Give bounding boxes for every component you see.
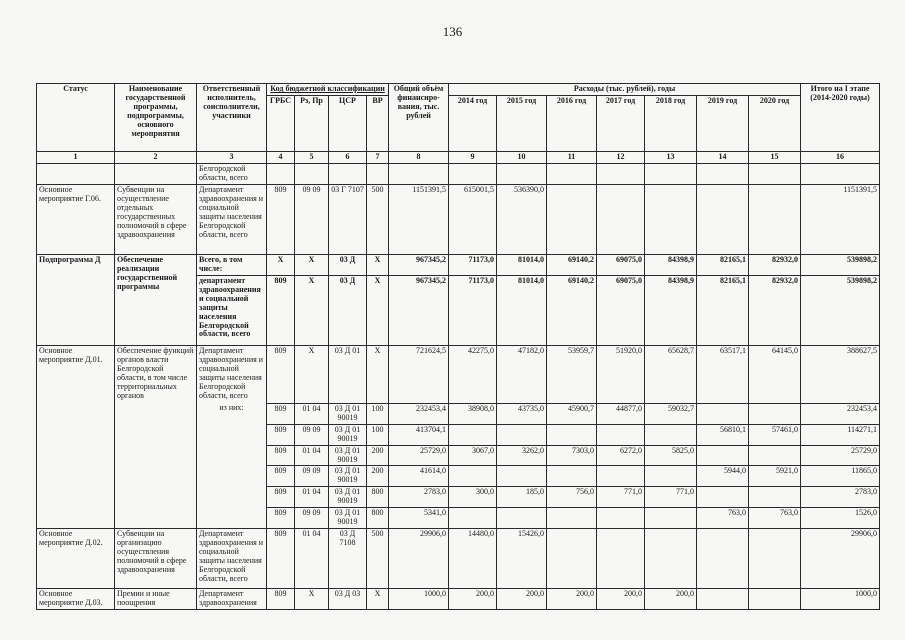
y2019-cell: 63517,1 — [697, 345, 749, 403]
table-row-sub-d-total — [37, 254, 880, 275]
total-cell: 5341,0 — [389, 508, 449, 529]
y2016-cell: 45900,7 — [547, 403, 597, 424]
vr-cell: Х — [367, 254, 389, 275]
name-cell: Субвенции на организацию осуществления полномочий в сфере здравоохранения — [115, 529, 197, 589]
csr-cell: 03 Г 7107 — [329, 184, 367, 254]
vr-cell: Х — [367, 589, 389, 610]
rz-cell: 09 09 — [295, 508, 329, 529]
y2015-cell: 185,0 — [497, 487, 547, 508]
grbs-cell: 809 — [267, 345, 295, 403]
grbs-cell: 809 — [267, 529, 295, 589]
grbs-cell: 809 — [267, 445, 295, 466]
y2018-cell: 84398,9 — [645, 275, 697, 345]
grbs-cell: 809 — [267, 403, 295, 424]
budget-table — [36, 83, 880, 610]
column-index-row — [37, 151, 880, 163]
y2018-cell — [645, 466, 697, 487]
total-cell: 29906,0 — [389, 529, 449, 589]
y2016-cell — [547, 466, 597, 487]
y2020-cell: 82932,0 — [749, 254, 801, 275]
header-2019: 2019 год — [697, 95, 749, 151]
responsible-cell: департамент здравоохранения и социальной защиты населения Белгородской области, всего — [197, 275, 267, 345]
col-index: 9 — [449, 151, 497, 163]
y2019-cell — [697, 529, 749, 589]
y2016-cell: 7303,0 — [547, 445, 597, 466]
y2016-cell — [547, 424, 597, 445]
rz-cell: 09 09 — [295, 184, 329, 254]
y2014-cell — [449, 424, 497, 445]
stage-cell: 25729,0 — [801, 445, 880, 466]
grbs-cell: 809 — [267, 487, 295, 508]
col-index: 3 — [197, 151, 267, 163]
stage-cell: 11865,0 — [801, 466, 880, 487]
header-2015: 2015 год — [497, 95, 547, 151]
y2014-cell: 42275,0 — [449, 345, 497, 403]
csr-cell: 03 Д 01 — [329, 345, 367, 403]
responsible-cell: из них: — [197, 403, 267, 528]
y2017-cell: 69075,0 — [597, 275, 645, 345]
col-index: 10 — [497, 151, 547, 163]
table-row-d03 — [37, 589, 880, 610]
responsible-cell: Белгородской области, всего — [197, 163, 267, 184]
csr-cell: 03 Д 01 90019 — [329, 445, 367, 466]
vr-cell: 200 — [367, 466, 389, 487]
col-index: 7 — [367, 151, 389, 163]
vr-cell: Х — [367, 345, 389, 403]
y2017-cell — [597, 184, 645, 254]
header-responsible: Ответственный исполнитель, соисполнители, участники — [197, 84, 267, 152]
total-cell: 413704,1 — [389, 424, 449, 445]
col-index: 14 — [697, 151, 749, 163]
y2016-cell: 200,0 — [547, 589, 597, 610]
y2018-cell — [645, 184, 697, 254]
csr-cell: 03 Д 01 90019 — [329, 403, 367, 424]
y2014-cell: 300,0 — [449, 487, 497, 508]
table-row-d02 — [37, 529, 880, 589]
y2016-cell: 69140,2 — [547, 254, 597, 275]
y2017-cell: 200,0 — [597, 589, 645, 610]
y2020-cell — [749, 589, 801, 610]
header-2018: 2018 год — [645, 95, 697, 151]
total-cell: 967345,2 — [389, 275, 449, 345]
header-row-1 — [37, 84, 880, 96]
stage-cell: 1526,0 — [801, 508, 880, 529]
y2015-cell: 81014,0 — [497, 254, 547, 275]
y2019-cell — [697, 403, 749, 424]
stage-cell: 114271,1 — [801, 424, 880, 445]
y2015-cell: 3262,0 — [497, 445, 547, 466]
rz-cell: 01 04 — [295, 529, 329, 589]
y2015-cell: 536390,0 — [497, 184, 547, 254]
vr-cell: 800 — [367, 487, 389, 508]
header-name: Наименование государственной программы, подпрограммы, основного мероприятия — [115, 84, 197, 152]
y2020-cell: 57461,0 — [749, 424, 801, 445]
y2017-cell: 69075,0 — [597, 254, 645, 275]
stage-cell: 232453,4 — [801, 403, 880, 424]
table-row-d01-main — [37, 345, 880, 403]
total-cell: 721624,5 — [389, 345, 449, 403]
y2020-cell — [749, 184, 801, 254]
total-cell: 1000,0 — [389, 589, 449, 610]
y2018-cell: 5825,0 — [645, 445, 697, 466]
y2015-cell: 47182,0 — [497, 345, 547, 403]
y2018-cell — [645, 529, 697, 589]
header-stage-total: Итого на I этапе (2014-2020 годы) — [801, 84, 880, 152]
y2015-cell: 15426,0 — [497, 529, 547, 589]
responsible-cell: Департамент здравоохранения — [197, 589, 267, 610]
vr-cell: 100 — [367, 424, 389, 445]
y2016-cell — [547, 508, 597, 529]
header-csr: ЦСР — [329, 95, 367, 151]
col-index: 4 — [267, 151, 295, 163]
grbs-cell: 809 — [267, 275, 295, 345]
col-index: 8 — [389, 151, 449, 163]
status-cell: Основное мероприятие Д.01. — [37, 345, 115, 528]
grbs-cell: 809 — [267, 508, 295, 529]
y2015-cell: 200,0 — [497, 589, 547, 610]
col-index: 12 — [597, 151, 645, 163]
y2014-cell: 71173,0 — [449, 275, 497, 345]
vr-cell: 500 — [367, 184, 389, 254]
y2020-cell: 82932,0 — [749, 275, 801, 345]
total-cell: 1151391,5 — [389, 184, 449, 254]
y2020-cell — [749, 403, 801, 424]
y2018-cell: 65628,7 — [645, 345, 697, 403]
csr-cell: 03 Д — [329, 275, 367, 345]
csr-cell: 03 Д — [329, 254, 367, 275]
y2019-cell — [697, 487, 749, 508]
header-2017: 2017 год — [597, 95, 645, 151]
name-cell: Обеспечение реализации государственной программы — [115, 254, 197, 345]
name-cell: Субвенции на осуществление отдельных государственных полномочий в сфере здравоохранения — [115, 184, 197, 254]
vr-cell: 800 — [367, 508, 389, 529]
rz-cell: 01 04 — [295, 487, 329, 508]
y2019-cell: 763,0 — [697, 508, 749, 529]
y2020-cell: 64145,0 — [749, 345, 801, 403]
status-cell: Основное мероприятие Г.06. — [37, 184, 115, 254]
y2016-cell — [547, 184, 597, 254]
status-cell: Подпрограмма Д — [37, 254, 115, 345]
y2015-cell — [497, 424, 547, 445]
csr-cell: 03 Д 01 90019 — [329, 487, 367, 508]
responsible-cell: Департамент здравоохранения и социальной защиты населения Белгородской области, всего — [197, 529, 267, 589]
y2014-cell: 200,0 — [449, 589, 497, 610]
stage-cell: 539898,2 — [801, 254, 880, 275]
y2017-cell — [597, 466, 645, 487]
col-index: 2 — [115, 151, 197, 163]
header-vr: ВР — [367, 95, 389, 151]
y2017-cell — [597, 529, 645, 589]
y2017-cell: 51920,0 — [597, 345, 645, 403]
total-cell: 967345,2 — [389, 254, 449, 275]
y2020-cell — [749, 487, 801, 508]
y2018-cell: 59032,7 — [645, 403, 697, 424]
y2018-cell: 84398,9 — [645, 254, 697, 275]
y2019-cell: 82165,1 — [697, 275, 749, 345]
col-index: 11 — [547, 151, 597, 163]
y2016-cell: 53959,7 — [547, 345, 597, 403]
y2016-cell: 756,0 — [547, 487, 597, 508]
name-cell: Обеспечение функций органов власти Белгородской области, в том числе территориальных органов — [115, 345, 197, 528]
header-2020: 2020 год — [749, 95, 801, 151]
header-2014: 2014 год — [449, 95, 497, 151]
y2018-cell — [645, 424, 697, 445]
csr-cell: 03 Д 01 90019 — [329, 508, 367, 529]
grbs-cell: 809 — [267, 424, 295, 445]
header-rz-pr: Рз, Пр — [295, 95, 329, 151]
header-total-volume: Общий объём финансиро-вания, тыс. рублей — [389, 84, 449, 152]
csr-cell: 03 Д 01 90019 — [329, 466, 367, 487]
y2019-cell: 82165,1 — [697, 254, 749, 275]
col-index: 6 — [329, 151, 367, 163]
y2017-cell — [597, 424, 645, 445]
rz-cell: 09 09 — [295, 424, 329, 445]
y2014-cell: 3067,0 — [449, 445, 497, 466]
grbs-cell: 809 — [267, 466, 295, 487]
total-cell: 232453,4 — [389, 403, 449, 424]
header-expenses: Расходы (тыс. рублей), годы — [449, 84, 801, 96]
y2020-cell: 5921,0 — [749, 466, 801, 487]
y2014-cell — [449, 466, 497, 487]
y2014-cell — [449, 508, 497, 529]
rz-cell: Х — [295, 254, 329, 275]
total-cell: 25729,0 — [389, 445, 449, 466]
y2015-cell — [497, 466, 547, 487]
stage-cell: 1151391,5 — [801, 184, 880, 254]
stage-cell: 539898,2 — [801, 275, 880, 345]
y2019-cell — [697, 589, 749, 610]
csr-cell: 03 Д 03 — [329, 589, 367, 610]
responsible-cell: Всего, в том числе: — [197, 254, 267, 275]
col-index: 5 — [295, 151, 329, 163]
y2018-cell: 200,0 — [645, 589, 697, 610]
y2015-cell: 81014,0 — [497, 275, 547, 345]
stage-cell: 29906,0 — [801, 529, 880, 589]
rz-cell: Х — [295, 275, 329, 345]
rz-cell: 01 04 — [295, 445, 329, 466]
y2014-cell: 615001,5 — [449, 184, 497, 254]
y2020-cell — [749, 529, 801, 589]
table-row-g06 — [37, 184, 880, 254]
vr-cell: 200 — [367, 445, 389, 466]
y2015-cell: 43735,0 — [497, 403, 547, 424]
header-status: Статус — [37, 84, 115, 152]
responsible-cell: Департамент здравоохранения и социальной защиты населения Белгородской области, всего — [197, 345, 267, 403]
y2016-cell: 69140,2 — [547, 275, 597, 345]
stage-cell: 2783,0 — [801, 487, 880, 508]
status-cell: Основное мероприятие Д.03. — [37, 589, 115, 610]
csr-cell: 03 Д 7108 — [329, 529, 367, 589]
header-2016: 2016 год — [547, 95, 597, 151]
y2014-cell: 38908,0 — [449, 403, 497, 424]
vr-cell: 100 — [367, 403, 389, 424]
y2019-cell: 5944,0 — [697, 466, 749, 487]
rz-cell: 09 09 — [295, 466, 329, 487]
y2016-cell — [547, 529, 597, 589]
rz-cell: Х — [295, 345, 329, 403]
stage-cell: 1000,0 — [801, 589, 880, 610]
col-index: 15 — [749, 151, 801, 163]
col-index: 13 — [645, 151, 697, 163]
rz-cell: 01 04 — [295, 403, 329, 424]
stage-cell: 388627,5 — [801, 345, 880, 403]
vr-cell: Х — [367, 275, 389, 345]
csr-cell: 03 Д 01 90019 — [329, 424, 367, 445]
carry-over-row — [37, 163, 880, 184]
y2019-cell — [697, 445, 749, 466]
grbs-cell: 809 — [267, 589, 295, 610]
y2020-cell — [749, 445, 801, 466]
y2018-cell — [645, 508, 697, 529]
y2014-cell: 14480,0 — [449, 529, 497, 589]
y2018-cell: 771,0 — [645, 487, 697, 508]
y2017-cell: 44877,0 — [597, 403, 645, 424]
responsible-cell: Департамент здравоохранения и социальной защиты населения Белгородской области, всего — [197, 184, 267, 254]
grbs-cell: 809 — [267, 184, 295, 254]
y2017-cell: 6272,0 — [597, 445, 645, 466]
y2015-cell — [497, 508, 547, 529]
y2017-cell: 771,0 — [597, 487, 645, 508]
total-cell: 2783,0 — [389, 487, 449, 508]
col-index: 1 — [37, 151, 115, 163]
col-index: 16 — [801, 151, 880, 163]
header-grbs: ГРБС — [267, 95, 295, 151]
page-number: 136 — [442, 24, 463, 39]
status-cell: Основное мероприятие Д.02. — [37, 529, 115, 589]
total-cell: 41614,0 — [389, 466, 449, 487]
y2017-cell — [597, 508, 645, 529]
y2019-cell — [697, 184, 749, 254]
name-cell: Премии и иные поощрения — [115, 589, 197, 610]
vr-cell: 500 — [367, 529, 389, 589]
y2014-cell: 71173,0 — [449, 254, 497, 275]
y2020-cell: 763,0 — [749, 508, 801, 529]
y2019-cell: 56810,1 — [697, 424, 749, 445]
grbs-cell: Х — [267, 254, 295, 275]
rz-cell: Х — [295, 589, 329, 610]
header-budget-code: Код бюджетной классификации — [267, 84, 389, 96]
